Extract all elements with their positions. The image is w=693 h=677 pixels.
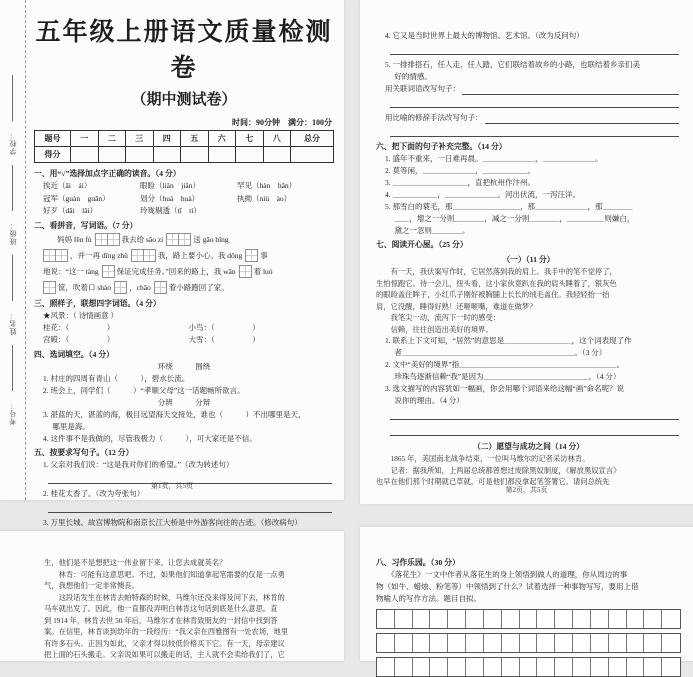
- table-cell: 得分: [35, 147, 71, 162]
- section-4-items-b: [34, 409, 334, 445]
- text-line: 气，我想他们一定非常懊丧。: [44, 581, 139, 590]
- fill-blank: [485, 113, 680, 124]
- text-line: 1. 联系上下文可知，“居然”的意思是＿＿＿＿＿＿＿＿＿，这个词表现了作: [385, 336, 632, 345]
- column-row: [43, 334, 334, 347]
- character-box: [245, 249, 258, 262]
- pinyin-line: [43, 248, 334, 264]
- pinyin-text: ，并一再 dīng zhǔ: [70, 251, 128, 260]
- write-in-box-cluster: [131, 249, 155, 262]
- write-in-box-cluster: [166, 233, 190, 246]
- section-4-items-a: [34, 373, 334, 397]
- write-in-box-cluster: [114, 281, 126, 294]
- grid-cell: [502, 634, 520, 652]
- write-in-box-cluster: [95, 233, 119, 246]
- grid-cell: [448, 658, 466, 676]
- column-cell: 眼睑（liǎn jiǎn）: [140, 181, 200, 190]
- text-line: 1. 盛年不重来，一日难再晨。＿＿＿＿＿＿＿，＿＿＿＿＿＿＿。: [385, 154, 603, 163]
- paper-subtitle: （期中测试卷）: [131, 91, 237, 108]
- grid-cell: [573, 658, 591, 676]
- text-line: 有许多石头。正因为如此，父亲才得以较低价格买下它。有一天，母亲建议: [44, 638, 285, 648]
- rewrite-label-1: 用关联词语改写句子：: [385, 84, 460, 93]
- grid-cell: [573, 634, 591, 652]
- column-cell: 挨近（āi ái）: [43, 181, 92, 190]
- text-line: 《落花生》一文中作者从落花生的身上领悟到做人的道理，你从周边的事: [376, 570, 628, 579]
- write-in-box-cluster: [43, 249, 67, 262]
- grid-cell: [627, 658, 645, 676]
- section-8-prompt: [376, 569, 681, 605]
- text-line: 4. 这件事不是我做的，尽管我极力（ ），可大家还是不信。: [43, 433, 257, 443]
- table-cell: [181, 147, 209, 162]
- table-cell: [99, 147, 127, 162]
- column-row: [43, 322, 334, 335]
- write-in-box-cluster: [154, 281, 166, 294]
- answer-blank-line: [390, 408, 679, 420]
- reading-1-title: （一）（11 分）: [502, 255, 555, 264]
- character-box: [55, 249, 68, 262]
- exam-page-1: [0, 0, 344, 527]
- table-cell: 二: [99, 131, 127, 147]
- grid-cell: [591, 634, 609, 652]
- section-4-heading: 四、选词填空。（4 分）: [34, 349, 114, 359]
- text-line: 1865 年，美国南北战争结束，一位叫马维尔的记者采访林肯。: [376, 454, 590, 463]
- section-5-item-3: 3. 万里长城、故宫博物院和南京长江大桥是中外游客向往的古迹。（修改病句）: [43, 517, 302, 527]
- word-choice-pair-2: 分辨 分辩: [157, 397, 211, 407]
- table-cell: [236, 147, 264, 162]
- write-in-box-cluster: [102, 265, 114, 278]
- text-line: 说你的理由。（4 分）: [385, 396, 464, 405]
- rewrite-with-conjunction: [376, 83, 681, 95]
- pinyin-line: [43, 280, 334, 296]
- answer-blank-line: [390, 125, 679, 137]
- grid-cell: [377, 610, 395, 628]
- text-line: 2. 文中“美好的境界”指＿＿＿＿＿＿＿＿＿＿＿＿＿＿＿＿＿＿＿＿＿。: [385, 360, 625, 369]
- pinyin-text: 送 gāo bǐng: [193, 235, 229, 244]
- column-cell: 小鸟：（ ）: [188, 322, 260, 332]
- text-line: 有一天，我伏案写作时，它居然落到我的肩上。我手中的笔不觉停了，: [376, 267, 617, 276]
- column-row: [43, 193, 334, 206]
- character-box: [114, 281, 127, 294]
- page-1-footer: 第1页，共5页: [151, 482, 193, 490]
- character-box: [239, 265, 252, 278]
- grid-cell: [413, 610, 431, 628]
- text-line: ＿＿，增之一分则＿＿＿＿，减之一分则＿＿＿＿，＿＿＿＿＿则嫌白，: [385, 214, 635, 223]
- write-in-box-cluster: [245, 249, 257, 262]
- grid-cell: [448, 610, 466, 628]
- character-box: [43, 281, 56, 294]
- table-cell: 六: [209, 131, 237, 147]
- pinyin-text: 保证完成任务。”回来的路上，我 wǎn: [116, 267, 236, 276]
- table-cell: [154, 147, 182, 162]
- section-3-heading: 三、照样子，联想四字词语。（4 分）: [34, 298, 161, 308]
- character-box: [143, 249, 156, 262]
- grid-cell: [520, 610, 538, 628]
- grid-cell: [395, 634, 413, 652]
- fill-line: [12, 75, 13, 121]
- reading-2-passage: [376, 453, 681, 488]
- text-line: 这段话发生在林肯去帕特森的时候，马维尔还没来得及问下去，林肯的: [44, 592, 285, 602]
- question-4: 4. 它又是当时世界上最大的博物馆、艺术馆。（改为反问句）: [385, 31, 584, 40]
- text-line: 我笔尖一动，流泻下一时的感受：: [376, 313, 501, 322]
- composition-grid: [376, 609, 681, 677]
- exam-page-2: [360, 0, 693, 504]
- grid-cell: [448, 634, 466, 652]
- column-cell: 大雪：（ ）: [188, 335, 260, 344]
- reading-1-passage: [376, 266, 681, 335]
- answer-blank-line: [390, 96, 679, 108]
- text-line: 5. 一排排搭石，任人走，任人踏，它们联结着故乡的小路，也联结着乡亲们美: [385, 60, 640, 69]
- text-line: 黛之一忽则＿＿＿＿。: [385, 226, 470, 235]
- reading-2-passage-continued: [44, 557, 330, 661]
- text-line: 的眼睑盖住眸子，小红爪子刚好被胸脯上长长的绒毛盖住。我轻轻抬一抬: [376, 290, 610, 299]
- margin-label-school: 学校：: [8, 131, 17, 155]
- table-cell: [209, 147, 237, 162]
- text-line: 3. 选文描写的内容犹如一幅画，你会用哪个词语来给这幅“画”命名呢？说: [385, 384, 625, 393]
- grid-cell: [555, 658, 573, 676]
- text-line: 物喻人的写作方法。题目自拟。: [376, 594, 481, 603]
- table-cell: 七: [236, 131, 264, 147]
- text-line: 1. 村庄的四周有青山（ ），碧水长流。: [43, 373, 190, 383]
- pinyin-text: 我，路上要小心。我 dǒng: [157, 251, 243, 260]
- text-line: 生，他们是不是想把这一伟业留下来，让您去成就英名？: [44, 558, 227, 567]
- table-cell: [264, 147, 292, 162]
- grid-cell: [502, 610, 520, 628]
- grid-cell: [466, 634, 484, 652]
- grid-cell: [430, 634, 448, 652]
- text-line: 3. 湛蓝的天，湛蓝的海，极目远望海天交接处，谁也（ ）不出哪里是天，: [43, 409, 306, 419]
- rewrite-with-metaphor: [376, 112, 681, 124]
- table-cell: [291, 147, 333, 162]
- character-box: [154, 281, 167, 294]
- column-cell: 宫殿：（ ）: [43, 335, 115, 344]
- pinyin-line: [43, 232, 334, 248]
- write-in-box-cluster: [239, 265, 251, 278]
- grid-row: [376, 609, 681, 629]
- word-choice-pair-1: 环绕 围绕: [157, 361, 211, 371]
- grid-cell: [377, 634, 395, 652]
- pinyin-text: 筐，吹着口 shào: [58, 283, 112, 292]
- grid-cell: [484, 610, 502, 628]
- section-1-heading: 一、用“√”选择加点字正确的读音。（4 分）: [34, 169, 181, 178]
- grid-cell: [627, 610, 645, 628]
- grid-cell: [466, 658, 484, 676]
- section-3-items: [34, 322, 334, 347]
- pinyin-text: 地说：“这一 tàng: [43, 267, 99, 276]
- text-line: 哪里是海。: [43, 421, 90, 431]
- margin-label-number: 考号：: [8, 401, 17, 425]
- grid-cell: [377, 658, 395, 676]
- table-cell: [126, 147, 154, 162]
- grid-cell: [395, 610, 413, 628]
- pinyin-text: 着小路跑回了家。: [168, 283, 229, 292]
- section-1-items: [34, 180, 334, 218]
- text-line: 4. ＿＿＿＿＿＿，＿＿＿＿＿＿＿。河出伏流，一泻汪洋。: [385, 190, 580, 199]
- grid-cell: [609, 634, 627, 652]
- text-line: 信赖，往往创造出美好的境界。: [376, 324, 493, 334]
- column-cell: 好歹（dǎi lǎi）: [43, 206, 98, 215]
- table-cell: 总分: [291, 131, 333, 147]
- grid-cell: [430, 658, 448, 676]
- grid-cell: [627, 634, 645, 652]
- text-line: 马车就出发了。因此，他一直都没弄明白林肯这句话到底是什么意思。直: [44, 604, 278, 613]
- character-box: [107, 233, 120, 246]
- column-cell: 玲珑剔透（tī tí）: [140, 206, 201, 215]
- seal-dashed-line: [25, 0, 26, 500]
- table-cell: 四: [154, 131, 182, 147]
- text-line: 案。在信里，林肯谈到幼年的一段经历：“我父亲在西雅图有一处农场，地里: [44, 627, 289, 636]
- column-cell: [237, 205, 334, 218]
- time-score-meta: 时间：90分钟 满分：100分: [232, 118, 332, 127]
- pinyin-text: 妈妈 fēn fù: [57, 235, 92, 244]
- reading-1-questions: [376, 335, 681, 407]
- pinyin-line: [43, 264, 334, 280]
- table-cell: [71, 147, 99, 162]
- grid-cell: [591, 610, 609, 628]
- grid-row: [376, 633, 681, 653]
- text-line: 好的情感。: [385, 72, 432, 81]
- grid-row: [376, 657, 681, 677]
- text-line: 也早在他们那个时期就已草就，可是他们都没拿起笔签署它。请问总统先: [376, 477, 610, 486]
- grid-cell: [644, 634, 662, 652]
- reading-2-title: （二）愿望与成功之间（14 分）: [472, 442, 585, 451]
- pinyin-text: 着 luó: [253, 267, 273, 276]
- score-table: [34, 130, 334, 163]
- section-5-item-2: 2. 桂花太香了。（改为夸张句）: [43, 488, 145, 498]
- text-line: 5. 那雪白的蓑毛，那＿＿＿＿＿＿＿＿＿，那＿＿＿＿＿＿＿，那＿＿＿＿: [385, 202, 633, 211]
- fill-line: [12, 165, 13, 211]
- grid-cell: [537, 634, 555, 652]
- table-row: [35, 147, 333, 162]
- column-cell: 桂花：（ ）: [43, 322, 115, 332]
- fill-blank: [462, 84, 679, 95]
- fill-line: [12, 255, 13, 301]
- column-cell: 执拗（niù ào）: [237, 193, 292, 203]
- answer-blank-line: [390, 424, 679, 436]
- table-cell: 五: [181, 131, 209, 147]
- fill-line: [12, 345, 13, 391]
- pinyin-text: 我去给 sǎo zi: [121, 235, 164, 244]
- section-6-items: [376, 153, 681, 237]
- table-row: [35, 131, 333, 147]
- grid-cell: [413, 658, 431, 676]
- text-line: 把上面的石头搬走。父亲说如果可以搬走的话，主人就不会卖给我们了，它: [44, 650, 285, 659]
- grid-cell: [555, 634, 573, 652]
- grid-cell: [537, 610, 555, 628]
- page-2-footer: 第2页，共5页: [505, 486, 548, 494]
- character-box: [178, 233, 191, 246]
- section-2-pinyin-lines: [34, 232, 334, 296]
- table-cell: 一: [71, 131, 99, 147]
- column-cell: 罕见（hàn hǎn）: [237, 181, 297, 190]
- answer-blank-line: [48, 501, 332, 513]
- section-8-heading: 八、习作乐园。（30 分）: [376, 558, 460, 567]
- text-line: 者＿＿＿＿＿＿＿＿＿＿＿＿＿＿＿＿＿＿＿＿＿＿＿。（3 分）: [385, 348, 607, 357]
- column-cell: 划分（huá huà）: [140, 193, 200, 203]
- table-cell: 三: [126, 131, 154, 147]
- text-line: 生怕惊跑它。待一会儿，扭头看，这小家伙竟趴在我的肩头睡着了，银灰色: [376, 278, 617, 288]
- text-line: 2. 莫等闲，＿＿＿＿＿＿＿，＿＿＿＿＿＿。: [385, 166, 535, 175]
- column-cell: 冠军（guàn guān）: [43, 193, 110, 203]
- grid-cell: [644, 610, 662, 628]
- exam-page-4: [360, 527, 693, 661]
- grid-cell: [430, 610, 448, 628]
- text-line: 物（如牛、蜡烛、粉笔等）中领悟到了什么？试着选择一种事物写写，要用上借: [376, 582, 639, 591]
- grid-cell: [662, 634, 680, 652]
- text-line: 肩，它没醒，睡得好熟！还咂咂嘴，难道在做梦？: [376, 301, 537, 311]
- question-5-text: [376, 59, 681, 83]
- grid-cell: [555, 610, 573, 628]
- grid-cell: [609, 658, 627, 676]
- grid-cell: [395, 658, 413, 676]
- section-5-heading: 五、按要求写句子。（12 分）: [34, 447, 134, 457]
- text-line: 记者：据我所知，上两届总统都曾想过废除黑奴制度，《解放黑奴宣言》: [376, 465, 621, 475]
- paper-title: 五年级上册语文质量检测卷: [35, 18, 333, 82]
- grid-cell: [484, 658, 502, 676]
- sealed-margin: [0, 0, 25, 500]
- margin-label-name: 姓名：: [8, 311, 17, 335]
- exam-page-3: [0, 531, 344, 661]
- pinyin-text: 事: [260, 251, 268, 260]
- grid-cell: [520, 658, 538, 676]
- grid-cell: [662, 658, 680, 676]
- column-row: [43, 180, 334, 193]
- grid-cell: [520, 634, 538, 652]
- grid-cell: [662, 610, 680, 628]
- column-row: [43, 205, 334, 218]
- grid-cell: [644, 658, 662, 676]
- write-in-box-cluster: [43, 281, 55, 294]
- grid-cell: [591, 658, 609, 676]
- grid-cell: [466, 610, 484, 628]
- character-box: [102, 265, 115, 278]
- table-cell: 题号: [35, 131, 71, 147]
- margin-label-class: 班级：: [8, 221, 17, 245]
- text-line: 林肯：可能有这意思吧。不过，如果他们知道拿起笔需要的仅是一点勇: [44, 569, 285, 579]
- section-2-heading: 二、看拼音，写词语。（7 分）: [34, 220, 138, 230]
- grid-cell: [573, 610, 591, 628]
- table-cell: 八: [264, 131, 292, 147]
- answer-blank-line: [390, 43, 679, 55]
- section-5-item-1: 1. 父亲对我们说：“这是我对你们的希望。”（改为转述句）: [43, 459, 234, 469]
- section-6-heading: 六、把下面的句子补充完整。（14 分）: [376, 142, 507, 151]
- pinyin-text: ，chāo: [129, 283, 151, 292]
- text-line: 珍珠鸟逐渐信赖“我”是因为＿＿＿＿＿＿＿＿＿＿＿＿＿＿。（4 分）: [385, 372, 621, 381]
- text-line: 到 1914 年，林肯去世 50 年后，马维尔才在林肯致朋友的一封信中找到答: [44, 615, 278, 625]
- grid-cell: [502, 658, 520, 676]
- rewrite-label-2: 用比喻的修辞手法改写句子：: [385, 113, 483, 122]
- text-line: 3. ＿＿＿＿＿＿＿＿＿＿，直把杭州作汴州。: [385, 178, 535, 187]
- section-7-heading: 七、阅读开心屋。（25 分）: [376, 240, 468, 249]
- grid-cell: [609, 610, 627, 628]
- section-3-example: ★风景：（ 诗情画意 ）: [43, 310, 118, 320]
- grid-cell: [413, 634, 431, 652]
- grid-cell: [537, 658, 555, 676]
- grid-cell: [484, 634, 502, 652]
- text-line: 2. 班会上，同学们（ ）“孝顺父母”这一话题畅所欲言。: [43, 385, 245, 395]
